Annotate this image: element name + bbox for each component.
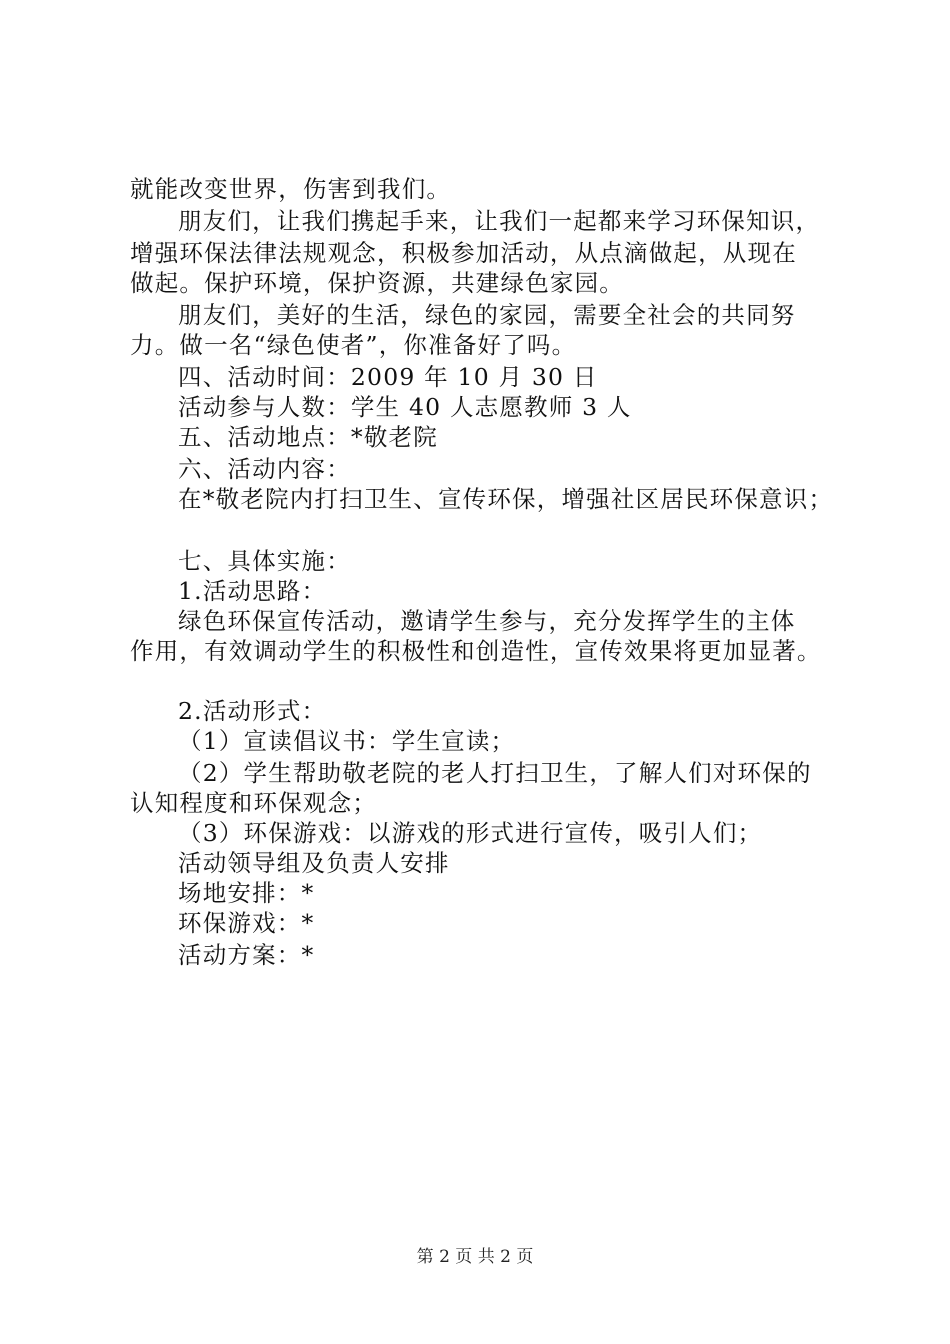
text-line-8: 活动参与人数：学生 40 人志愿教师 3 人 bbox=[178, 393, 632, 421]
text-line-3: 增强环保法律法规观念，积极参加活动，从点滴做起，从现在 bbox=[130, 239, 797, 267]
text-line-22: 场地安排：* bbox=[178, 879, 315, 907]
text-line-14: 绿色环保宣传活动，邀请学生参与，充分发挥学生的主体 bbox=[178, 607, 796, 635]
text-line-17: （1）宣读倡议书：学生宣读； bbox=[178, 727, 516, 755]
text-line-11: 在*敬老院内打扫卫生、宣传环保，增强社区居民环保意识； bbox=[178, 485, 834, 513]
text-line-13: 1.活动思路： bbox=[178, 577, 327, 605]
text-line-10: 六、活动内容： bbox=[178, 455, 351, 483]
text-line-15: 作用，有效调动学生的积极性和创造性，宣传效果将更加显著。 bbox=[130, 637, 822, 665]
text-line-24: 活动方案：* bbox=[178, 941, 315, 969]
text-line-20: （3）环保游戏：以游戏的形式进行宣传，吸引人们； bbox=[178, 819, 763, 847]
text-line-23: 环保游戏：* bbox=[178, 909, 315, 937]
text-line-6: 力。做一名“绿色使者”，你准备好了吗。 bbox=[130, 331, 577, 359]
text-line-12: 七、具体实施： bbox=[178, 547, 351, 575]
text-line-18: （2）学生帮助敬老院的老人打扫卫生，了解人们对环保的 bbox=[178, 759, 812, 787]
text-line-2: 朋友们，让我们携起手来，让我们一起都来学习环保知识， bbox=[178, 207, 821, 235]
text-line-9: 五、活动地点：*敬老院 bbox=[178, 423, 438, 451]
text-line-19: 认知程度和环保观念； bbox=[130, 789, 377, 817]
text-line-5: 朋友们，美好的生活，绿色的家园，需要全社会的共同努 bbox=[178, 301, 796, 329]
text-line-1: 就能改变世界，伤害到我们。 bbox=[130, 175, 452, 203]
text-line-21: 活动领导组及负责人安排 bbox=[178, 849, 450, 877]
page-number-footer: 第 2 页 共 2 页 bbox=[416, 1247, 534, 1267]
text-line-4: 做起。保护环境，保护资源，共建绿色家园。 bbox=[130, 269, 624, 297]
text-line-7: 四、活动时间：2009 年 10 月 30 日 bbox=[178, 363, 598, 391]
text-line-16: 2.活动形式： bbox=[178, 697, 327, 725]
